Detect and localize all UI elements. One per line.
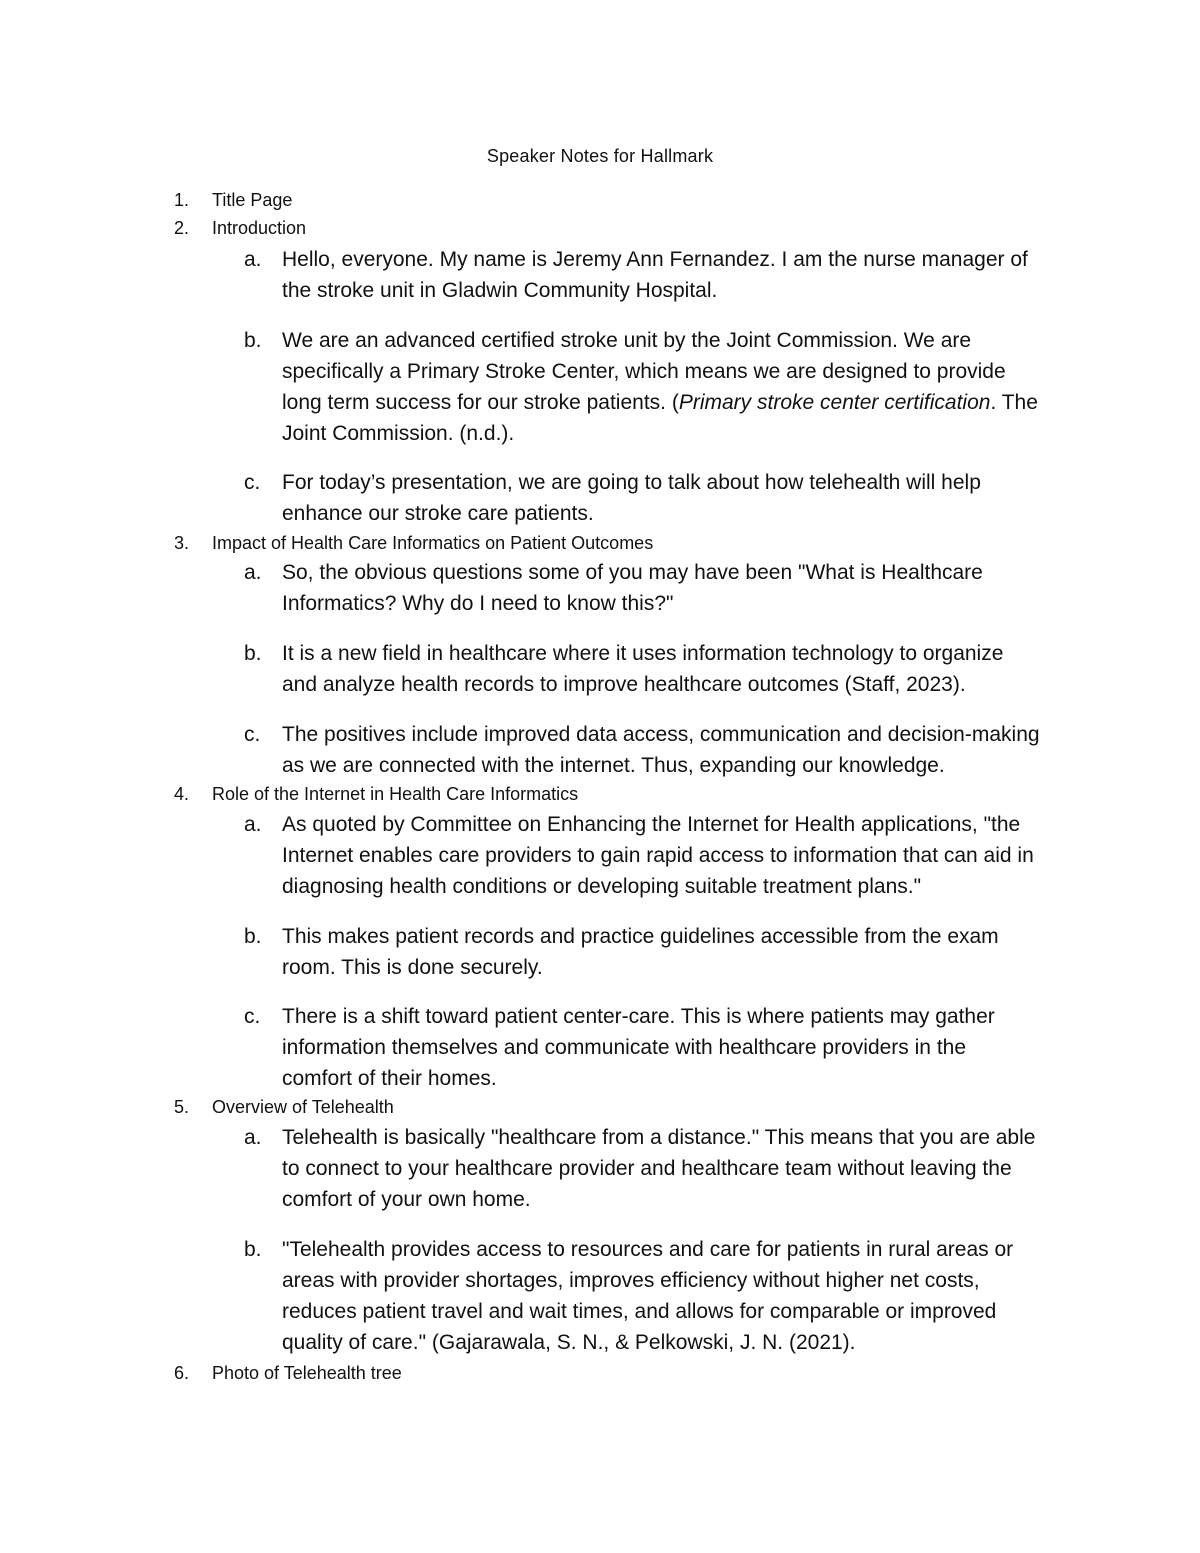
- outline-item-1: [174, 188, 292, 212]
- sub-letter: a.: [244, 561, 262, 584]
- item-number: 6.: [174, 1363, 190, 1383]
- sub-letter: a.: [244, 248, 262, 271]
- text-line: to connect to your healthcare provider and healthcare team without leaving the: [282, 1157, 1012, 1180]
- text-line: room. This is done securely.: [282, 956, 543, 979]
- item-label: Role of the Internet in Health Care Informatics: [212, 784, 579, 804]
- item-label: Title Page: [212, 190, 293, 210]
- text-line: For today’s presentation, we are going to talk about how telehealth will help: [282, 471, 981, 494]
- text-line: as we are connected with the internet. Thus, expanding our knowledge.: [282, 754, 945, 777]
- text-line: This makes patient records and practice guidelines accessible from the exam: [282, 925, 999, 948]
- sub-item-2c: [244, 467, 1074, 529]
- item-number: 3.: [174, 533, 190, 553]
- item-number: 1.: [174, 190, 190, 210]
- text-line: the stroke unit in Gladwin Community Hospital.: [282, 279, 718, 302]
- text-segment: . The: [990, 391, 1038, 414]
- text-line: [282, 387, 1072, 418]
- sub-letter: b.: [244, 329, 262, 352]
- sub-item-4b: [244, 921, 1074, 983]
- item-label: Impact of Health Care Informatics on Patient Outcomes: [212, 533, 654, 553]
- text-line: Hello, everyone. My name is Jeremy Ann Fernandez. I am the nurse manager of: [282, 248, 1028, 271]
- text-line: "Telehealth provides access to resources and care for patients in rural areas or: [282, 1238, 1014, 1261]
- sub-item-2a: [244, 244, 1074, 306]
- text-line: As quoted by Committee on Enhancing the Internet for Health applications, "the: [282, 813, 1021, 836]
- sub-letter: c.: [244, 723, 261, 746]
- sub-letter: c.: [244, 471, 261, 494]
- text-line: Internet enables care providers to gain rapid access to information that can aid in: [282, 844, 1034, 867]
- text-line: So, the obvious questions some of you may have been "What is Healthcare: [282, 561, 983, 584]
- item-label: Introduction: [212, 218, 307, 238]
- text-line: Telehealth is basically "healthcare from a distance." This means that you are able: [282, 1126, 1036, 1149]
- outline-item-2: [174, 216, 306, 240]
- text-line: It is a new field in healthcare where it uses information technology to organize: [282, 642, 1004, 665]
- sub-item-5a: [244, 1122, 1074, 1215]
- text-line: comfort of your own home.: [282, 1188, 531, 1211]
- sub-letter: b.: [244, 925, 262, 948]
- sub-letter: a.: [244, 813, 262, 836]
- text-line: areas with provider shortages, improves efficiency without higher net costs,: [282, 1269, 980, 1292]
- sub-letter: b.: [244, 1238, 262, 1261]
- sub-item-3b: [244, 638, 1074, 700]
- item-number: 5.: [174, 1097, 190, 1117]
- text-line: information themselves and communicate with healthcare providers in the: [282, 1036, 967, 1059]
- document-title: Speaker Notes for Hallmark: [486, 146, 714, 166]
- sub-item-5b: [244, 1234, 1074, 1358]
- sub-letter: b.: [244, 642, 262, 665]
- citation-title: Primary stroke center certification: [678, 391, 991, 414]
- text-line: and analyze health records to improve healthcare outcomes (Staff, 2023).: [282, 673, 966, 696]
- sub-letter: c.: [244, 1005, 261, 1028]
- outline-item-3: [174, 531, 653, 555]
- item-number: 4.: [174, 784, 190, 804]
- text-line: comfort of their homes.: [282, 1067, 497, 1090]
- text-line: reduces patient travel and wait times, and allows for comparable or improved: [282, 1300, 997, 1323]
- text-line: enhance our stroke care patients.: [282, 502, 594, 525]
- sub-item-4a: [244, 809, 1074, 902]
- item-label: Photo of Telehealth tree: [212, 1363, 402, 1383]
- sub-item-2b: [244, 325, 1074, 449]
- text-line: diagnosing health conditions or developing suitable treatment plans.": [282, 875, 922, 898]
- text-line: specifically a Primary Stroke Center, which means we are designed to provide: [282, 360, 1006, 383]
- text-line: Joint Commission. (n.d.).: [282, 422, 515, 445]
- text-line: Informatics? Why do I need to know this?": [282, 592, 674, 615]
- sub-letter: a.: [244, 1126, 262, 1149]
- outline-item-4: [174, 782, 578, 806]
- item-label: Overview of Telehealth: [212, 1097, 394, 1117]
- outline-item-6: [174, 1361, 402, 1385]
- sub-item-3c: [244, 719, 1074, 781]
- text-line: quality of care." (Gajarawala, S. N., & Pelkowski, J. N. (2021).: [282, 1331, 856, 1354]
- text-segment: long term success for our stroke patients. (: [282, 391, 679, 414]
- text-line: The positives include improved data access, communication and decision-making: [282, 723, 1040, 746]
- text-line: There is a shift toward patient center-care. This is where patients may gather: [282, 1005, 995, 1028]
- item-number: 2.: [174, 218, 190, 238]
- sub-item-3a: [244, 557, 1074, 619]
- sub-item-4c: [244, 1001, 1074, 1094]
- outline-item-5: [174, 1095, 394, 1119]
- text-line: We are an advanced certified stroke unit by the Joint Commission. We are: [282, 329, 972, 352]
